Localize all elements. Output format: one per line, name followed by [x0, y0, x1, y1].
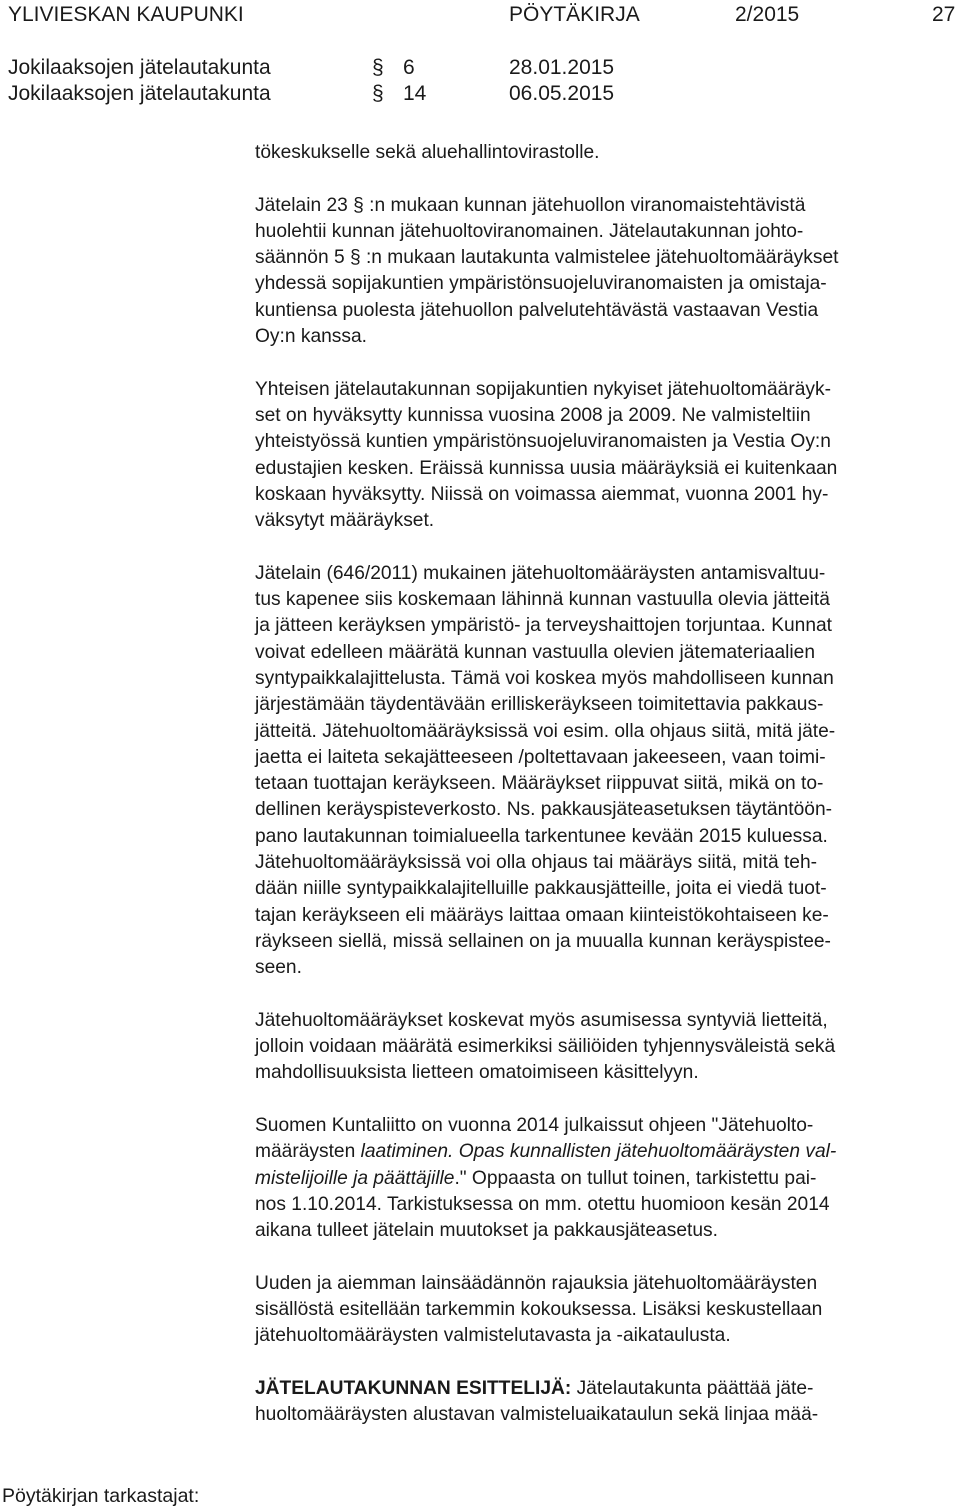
- paragraph: [255, 1008, 955, 1087]
- text-line: nos 1.10.2014. Tarkistuksessa on mm. otettu huomioon kesän 2014: [255, 1193, 830, 1215]
- paragraph: [255, 1376, 955, 1429]
- text-line: Oy:n kanssa.: [255, 326, 367, 348]
- text-line: Uuden ja aiemman lainsäädännön rajauksia jätehuoltomääräysten: [255, 1272, 818, 1294]
- text-line: voivat edelleen määrätä kunnan vastuulla olevien jätemateriaalien: [255, 641, 815, 663]
- section-sign-icon: §: [372, 82, 384, 105]
- page-number: 27: [932, 3, 956, 26]
- text-line: aikana tulleet jätelain muutokset ja pakkausjäteasetus.: [255, 1220, 718, 1242]
- text-line: Suomen Kuntaliitto on vuonna 2014 julkaissut ohjeen "Jätehuolto-: [255, 1114, 814, 1136]
- text-line: sisällöstä esitellään tarkemmin kokouksessa. Lisäksi keskustellaan: [255, 1299, 823, 1321]
- paragraph: [255, 140, 955, 166]
- section-sign-icon: §: [372, 56, 384, 79]
- text-line: yhteistyössä kuntien ympäristönsuojeluviranomaisten ja Vestia Oy:n: [255, 431, 831, 453]
- text-line: [255, 1139, 955, 1165]
- text-line: järjestämään täydentävään erilliskeräykseen toimitettavia pakkaus-: [255, 694, 824, 716]
- text-line: seen.: [255, 957, 302, 979]
- text-line: pano lautakunnan toimialueella tarkentunee kevään 2015 kuluessa.: [255, 825, 828, 847]
- text-line: säännön 5 § :n mukaan lautakunta valmistelee jätehuoltomääräykset: [255, 247, 839, 269]
- paragraph: [255, 377, 955, 535]
- text-line: huolehtii kunnan jätehuoltoviranomainen. Jätelautakunnan johto-: [255, 220, 804, 242]
- publication-title: mistelijoille ja päättäjille: [255, 1167, 455, 1189]
- text-line: Jätelain (646/2011) mukainen jätehuoltomääräysten antamisvaltuu-: [255, 562, 826, 584]
- text-line: jaetta ei laiteta sekajätteeseen /poltettavaan jakeeseen, vaan toimi-: [255, 746, 826, 768]
- text-line: Jätehuoltomääräyksissä voi olla ohjaus tai määräys siitä, mitä teh-: [255, 852, 818, 874]
- paragraph: [255, 1113, 955, 1244]
- text-line: Jätelain 23 § :n mukaan kunnan jätehuollon viranomaistehtävistä: [255, 194, 806, 216]
- text-line: tajan keräykseen eli määräys laittaa omaan kiinteistökohtaiseen ke-: [255, 904, 829, 926]
- text-line: edustajien kesken. Eräissä kunnissa uusia määräyksiä ei kuitenkaan: [255, 457, 838, 479]
- text-line: huoltomääräysten alustavan valmisteluaikataulun sekä linjaa mää-: [255, 1404, 819, 1426]
- paragraph: [255, 561, 955, 982]
- meeting-date: 28.01.2015: [509, 56, 615, 79]
- text-line: kuntiensa puolesta jätehuollon palvelutehtävästä vastaavan Vestia: [255, 299, 819, 321]
- text-line: yhdessä sopijakuntien ympäristönsuojeluviranomaisten ja omistaja-: [255, 273, 827, 295]
- text-line: jätteitä. Jätehuoltomääräyksissä voi esim. olla ohjaus siitä, mitä jäte-: [255, 720, 836, 742]
- presenter-label: JÄTELAUTAKUNNAN ESITTELIJÄ:: [255, 1377, 572, 1399]
- document-body: [255, 140, 955, 1455]
- document-number: 2/2015: [735, 3, 800, 26]
- paragraph: [255, 193, 955, 351]
- city-name: YLIVIESKAN KAUPUNKI: [8, 3, 244, 26]
- text-line: Jätehuoltomääräykset koskevat myös asumisessa syntyviä lietteitä,: [255, 1009, 828, 1031]
- text-line: ja jätteen keräyksen ympäristö- ja terveyshaittojen torjuntaa. Kunnat: [255, 615, 833, 637]
- meeting-body: Jokilaaksojen jätelautakunta: [8, 82, 271, 105]
- text-line: mahdollisuuksista lietteen omatoimiseen käsittelyyn.: [255, 1062, 699, 1084]
- text-line: tus kapenee siis koskemaan lähinnä kunnan vastuulla olevia jätteitä: [255, 589, 830, 611]
- text-line: jolloin voidaan määrätä esimerkiksi säiliöiden tyhjennysväleistä sekä: [255, 1036, 836, 1058]
- meeting-section: 14: [403, 82, 427, 105]
- reviewers-label: Pöytäkirjan tarkastajat:: [2, 1485, 200, 1507]
- text-line: tökeskukselle sekä aluehallintovirastolle.: [255, 142, 600, 163]
- text-line: dään niille syntypaikkalajitelluille pakkausjätteille, joita ei viedä tuot-: [255, 878, 827, 900]
- text-line: väksytyt määräykset.: [255, 510, 435, 532]
- text-line: tetaan tuottajan keräykseen. Määräykset riippuvat siitä, mikä on to-: [255, 773, 824, 795]
- text-line: Yhteisen jätelautakunnan sopijakuntien nykyiset jätehuoltomääräyk-: [255, 378, 831, 400]
- paragraph: [255, 1271, 955, 1350]
- text-line: dellinen keräyspisteverkosto. Ns. pakkausjäteasetuksen täytäntöön-: [255, 799, 833, 821]
- publication-title: laatiminen. Opas kunnallisten jätehuoltomääräysten val-: [360, 1141, 837, 1163]
- text-span: määräysten: [255, 1141, 361, 1163]
- text-line: koskaan hyväksytty. Niissä on voimassa aiemmat, vuonna 2001 hy-: [255, 483, 829, 505]
- text-line: [255, 1166, 955, 1192]
- meeting-body: Jokilaaksojen jätelautakunta: [8, 56, 271, 79]
- meeting-section: 6: [403, 56, 415, 79]
- text-span: Jätelautakunta päättää jäte-: [571, 1377, 814, 1399]
- text-span: ." Oppaasta on tullut toinen, tarkistettu pai-: [454, 1167, 817, 1189]
- document-type: PÖYTÄKIRJA: [509, 3, 640, 26]
- text-line: [255, 1376, 955, 1402]
- text-line: syntypaikkalajittelusta. Tämä voi koskea myös mahdolliseen kunnan: [255, 667, 834, 689]
- meeting-date: 06.05.2015: [509, 82, 615, 105]
- text-line: räykseen siellä, missä sellainen on ja muualla kunnan keräyspistee-: [255, 930, 831, 952]
- text-line: set on hyväksytty kunnissa vuosina 2008 ja 2009. Ne valmisteltiin: [255, 404, 811, 426]
- text-line: jätehuoltomääräysten valmistelutavasta ja -aikataulusta.: [255, 1325, 731, 1347]
